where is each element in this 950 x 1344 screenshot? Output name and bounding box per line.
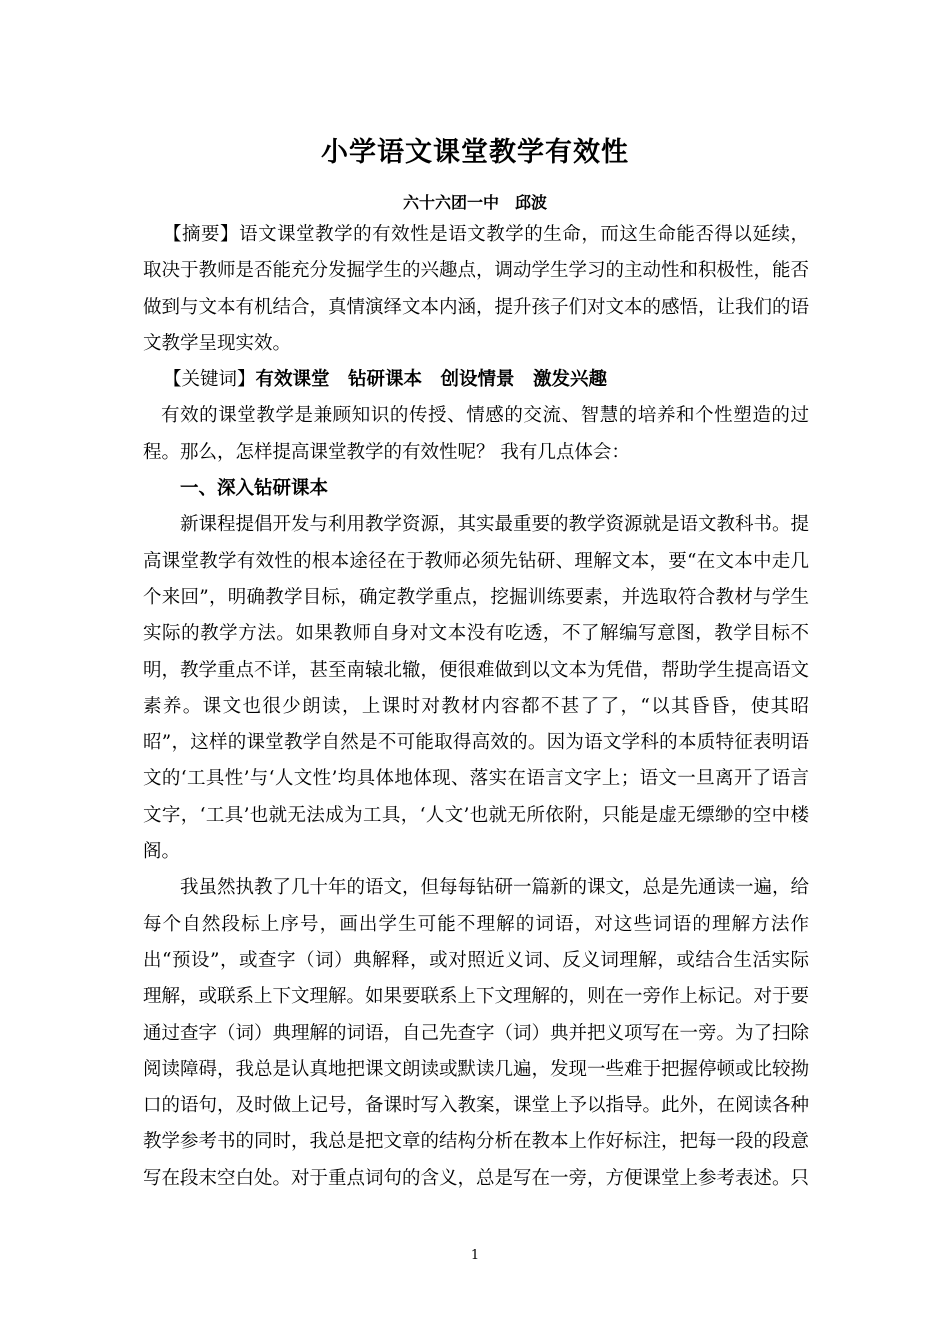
document-author: 六十六团一中 邱波 — [402, 193, 547, 212]
intro-paragraph: 有效的课堂教学是兼顾知识的传授、情感的交流、智慧的培养和个性塑造的过程。那么，怎样提高课堂教学的有效性呢？ 我有几点体会： — [143, 405, 809, 463]
body-paragraph-1: 新课程提倡开发与利用教学资源，其实最重要的教学资源就是语文教科书。提高课堂教学有效性的根本途径在于教师必须先钻研、理解文本，要“在文本中走几个来回”，明确教学目标，确定教学重点，挖掘训练要素，并选取符合教材与学生实际的教学方法。如果教师自身对文本没有吃透，不了解编写意图，教学目标不明，教学重点不详，甚至南辕北辙，便很难做到以文本为凭借，帮助学生提高语文素养。课文也很少朗读，上课时对教材内容都不甚了了，“以其昏昏，使其昭昭”，这样的课堂教学自然是不可能取得高效的。因为语文学科的本质特征表明语文的‘工具性’与‘人文性’均具体地体现、落实在语言文字上；语文一旦离开了语言文字，‘工具’也就无法成为工具，‘人文’也就无所依附，只能是虚无缥缈的空中楼阁。 — [143, 514, 810, 863]
abstract-text: 语文课堂教学的有效性是语文教学的生命，而这生命能否得以延续，取决于教师是否能充分发掘学生的兴趣点，调动学生学习的主动性和积极性，能否做到与文本有机结合，真情演绎文本内涵，提升孩子们对文本的感悟，让我们的语文教学呈现实效。 — [143, 224, 810, 354]
keywords-paragraph — [143, 362, 809, 398]
abstract-label: 【摘要】 — [163, 224, 240, 245]
section-heading: 一、深入钻研课本 — [180, 478, 329, 500]
body-paragraph-2: 我虽然执教了几十年的语文，但每每钻研一篇新的课文，总是先通读一遍，给每个自然段标上序号，画出学生可能不理解的词语，对这些词语的理解方法作出“预设”，或查字（词）典解释，或对照近义词、反义词理解，或结合生活实际理解，或联系上下文理解。如果要联系上下文理解的，则在一旁作上标记。对于要通过查字（词）典理解的词语，自己先查字（词）典并把义项写在一旁。为了扫除阅读障碍，我总是认真地把课文朗读或默读几遍，发现一些难于把握停顿或比较拗口的语句，及时做上记号，备课时写入教案，课堂上予以指导。此外，在阅读各种教学参考书的同时，我总是把文章的结构分析在教本上作好标注，把每一段的段意写在段末空白处。对于重点词句的含义，总是写在一旁，方便课堂上参考表述。只 — [143, 877, 810, 1189]
abstract-paragraph — [143, 217, 809, 362]
document-body — [143, 217, 809, 1197]
keywords-label: 【关键词】 — [163, 369, 256, 391]
document-title: 小学语文课堂教学有效性 — [321, 137, 629, 168]
page-number: 1 — [470, 1248, 480, 1263]
keywords-text: 有效课堂 钻研课本 创设情景 激发兴趣 — [255, 369, 608, 391]
